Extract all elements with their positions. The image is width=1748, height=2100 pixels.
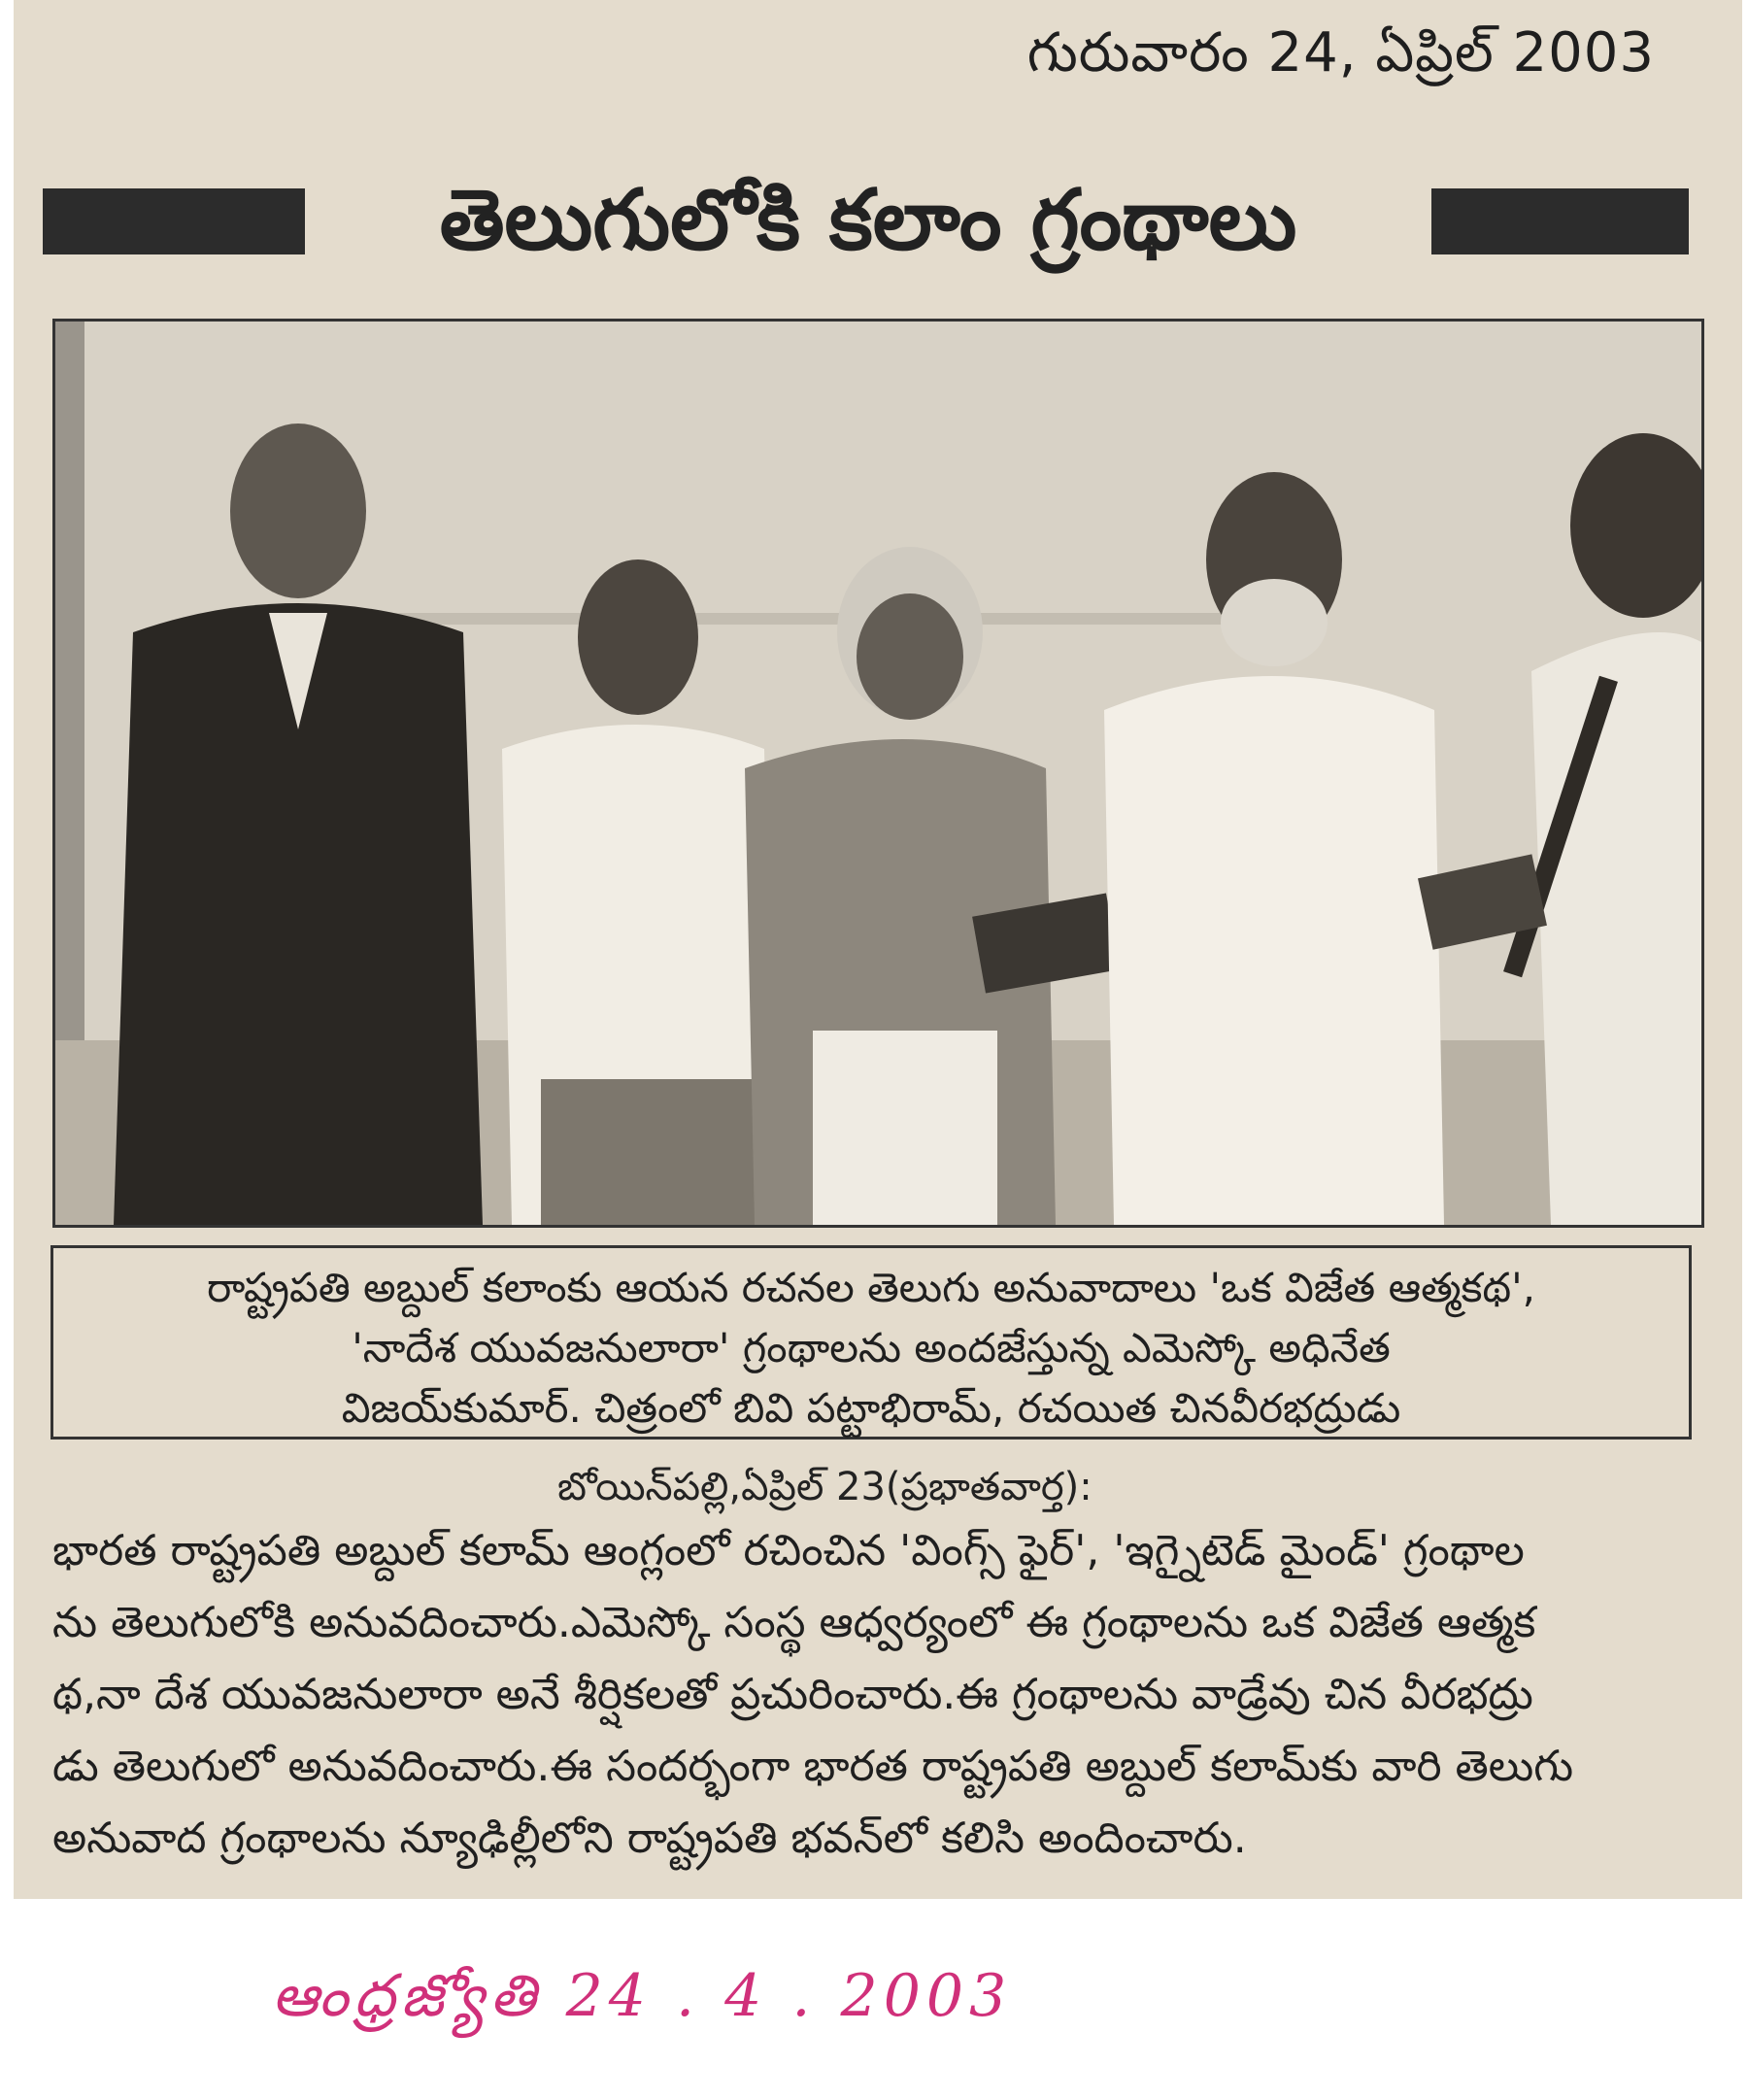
body-line: అనువాద గ్రంథాలను న్యూఢిల్లీలోని రాష్ట్రపతి భవన్‌లో కలిసి అందించారు.	[52, 1813, 1247, 1863]
photo-caption	[50, 1245, 1692, 1440]
story-dateline: బోయిన్‌పల్లి,ఏప్రిల్ 23(ప్రభాతవార్త):	[557, 1465, 1092, 1509]
body-line: భారత రాష్ట్రపతి అబ్దుల్ కలామ్ ఆంగ్లంలో రచించిన 'వింగ్స్ ఫైర్', 'ఇగ్నైటెడ్ మైండ్' గ్రంథాల	[52, 1526, 1525, 1575]
handwritten-note-text: ఆంధ్రజ్యోతి 24 . 4 . 2003	[272, 1962, 1013, 2030]
caption-line: 'నాదేశ యువజనులారా' గ్రంథాలను అందజేస్తున్న ఎమెస్కో అధినేత	[352, 1324, 1391, 1372]
headline-bar-left	[43, 188, 305, 254]
headline: తెలుగులోకి కలాం గ్రంథాలు	[439, 172, 1297, 269]
body-line: థ,నా దేశ యువజనులారా అనే శీర్షికలతో ప్రచురించారు.ఈ గ్రంథాలను వాడ్రేవు చిన వీరభద్రు	[52, 1670, 1533, 1719]
caption-line: రాష్ట్రపతి అబ్దుల్ కలాంకు ఆయన రచనల తెలుగు అనువాదాలు 'ఒక విజేత ఆత్మకథ',	[206, 1264, 1536, 1311]
newspaper-date: గురువారం 24, ఏప్రిల్ 2003	[1026, 21, 1655, 85]
headline-bar-right	[1431, 188, 1689, 254]
body-line: ను తెలుగులోకి అనువదించారు.ఎమెస్కో సంస్థ ఆధ్వర్యంలో ఈ గ్రంథాలను ఒక విజేత ఆత్మక	[52, 1598, 1536, 1647]
body-line: డు తెలుగులో అనువదించారు.ఈ సందర్భంగా భారత రాష్ట్రపతి అబ్దుల్ కలామ్‌కు వారి తెలుగు	[52, 1742, 1574, 1791]
news-photo	[52, 319, 1704, 1228]
caption-line: విజయ్‌కుమార్. చిత్రంలో బివి పట్టాభిరామ్, రచయిత చినవీరభద్రుడు	[341, 1384, 1401, 1432]
article-body	[52, 1515, 1703, 1875]
handwritten-source-note	[272, 1952, 1340, 2059]
headline-banner	[43, 167, 1689, 274]
newspaper-clipping	[14, 0, 1742, 1899]
